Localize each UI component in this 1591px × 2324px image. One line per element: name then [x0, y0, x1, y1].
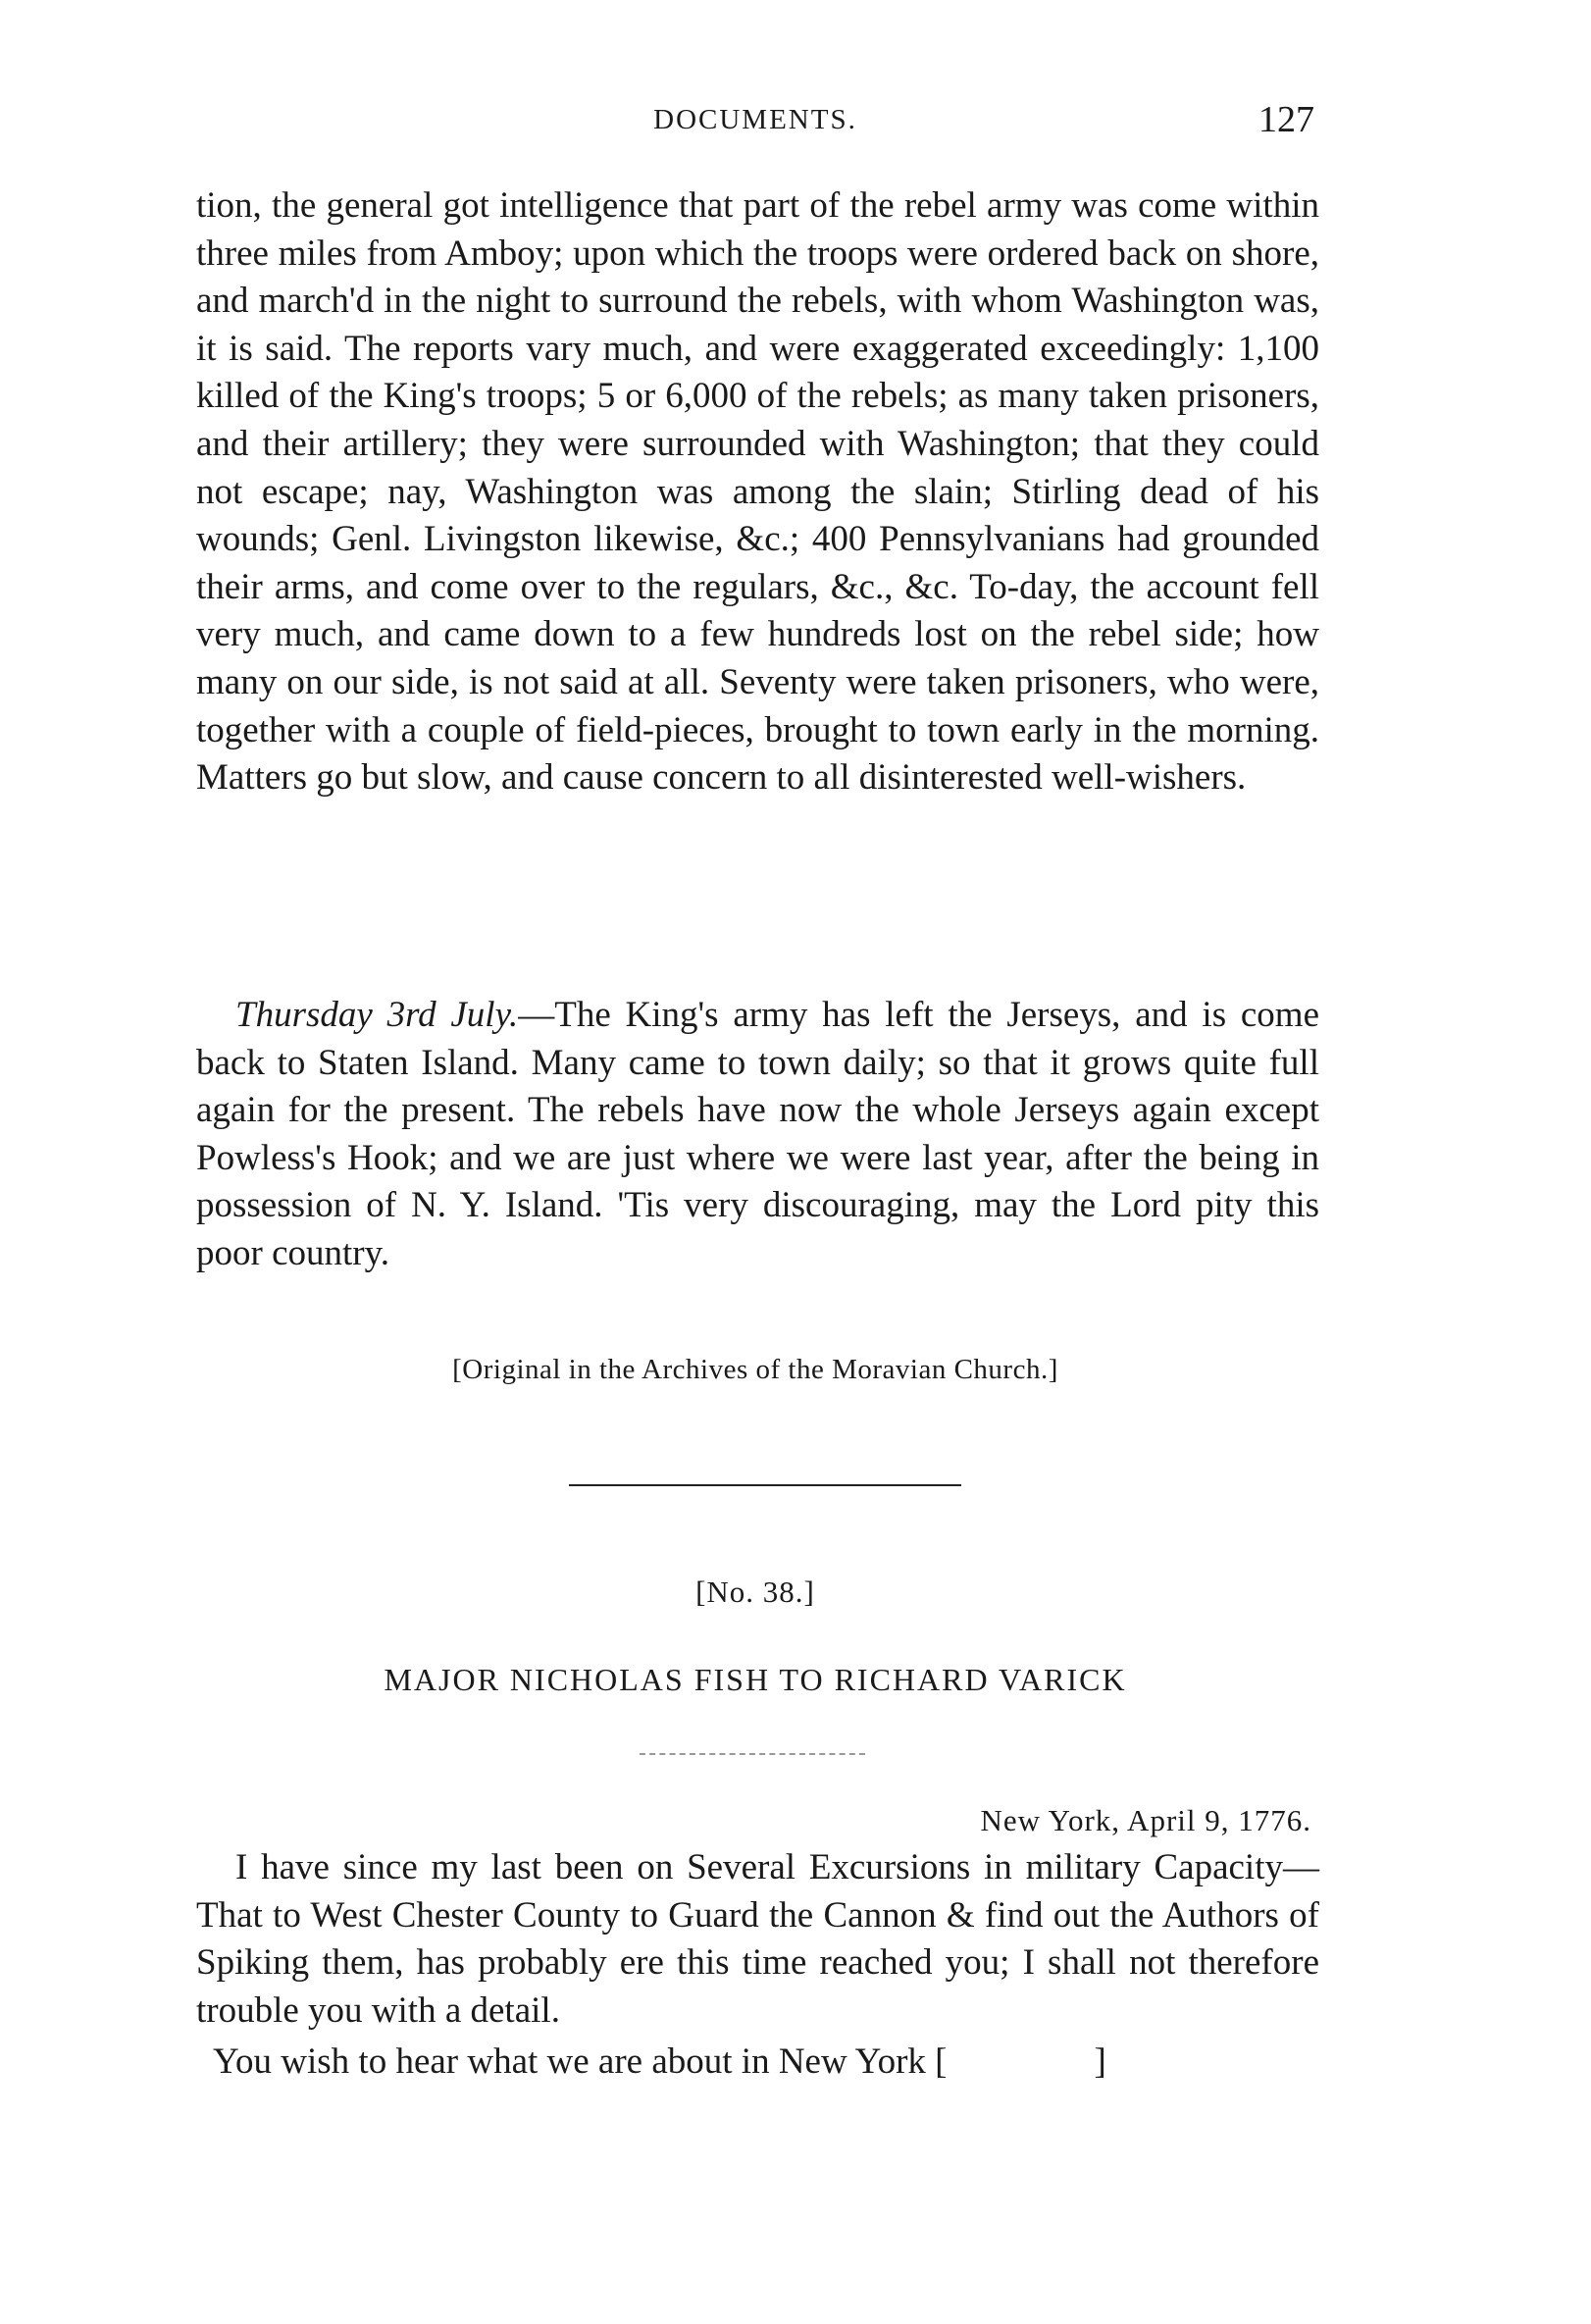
letter-paragraph: I have since my last been on Several Excursions in military Capacity—That to West Chester County to Guard the Cannon & find out the Authors of Spiking them, has probably ere this time reached you; I shall not therefore trouble you with a detail. [196, 1847, 1319, 2031]
document-title: MAJOR NICHOLAS FISH TO RICHARD VARICK [384, 1662, 1127, 1697]
final-line-text: You wish to hear what we are about in New York [213, 2041, 926, 2082]
entry-date: Thursday 3rd July. [235, 995, 519, 1035]
open-bracket: [ [935, 2041, 948, 2082]
running-title: DOCUMENTS. [653, 104, 857, 135]
section-divider [569, 1484, 961, 1486]
letter-paragraph-final [213, 2039, 1319, 2087]
document-number: [No. 38.] [695, 1575, 815, 1609]
source-note: [Original in the Archives of the Moravian Church.] [452, 1354, 1058, 1385]
paragraph-diary-entry [196, 992, 1319, 1278]
entry-text: —The King's army has left the Jerseys, and is come back to Staten Island. Many came to town daily; so that it grows quite full again for the present. The rebels have now the whole Jerseys again except Powless's Hook; and we are just where we were last year, after the being in possession of N. Y. Island. 'Tis very discouraging, may the Lord pity this poor country. [196, 995, 1319, 1273]
close-bracket: ] [1094, 2041, 1106, 2082]
running-head [196, 98, 1314, 147]
title-divider [640, 1753, 865, 1755]
paragraph-continuation: tion, the general got intelligence that part of the rebel army was come within three miles from Amboy; upon which the troops were ordered back on shore, and march'd in the night to surround the rebels, with whom Washington was, it is said. The reports vary much, and were exaggerated exceedingly: 1,100 killed of the King's troops; 5 or 6,000 of the rebels; as many taken prisoners, and their artillery; they were surrounded with Washington; that they could not escape; nay, Washington was among the slain; Stirling dead of his wounds; Genl. Livingston likewise, &c.; 400 Pennsylvanians had grounded their arms, and come over to the regulars, &c., &c. To-day, the account fell very much, and came down to a few hundreds lost on the rebel side; how many on our side, is not said at all. Seventy were taken prisoners, who were, together with a couple of field-pieces, brought to town early in the morning. Matters go but slow, and cause concern to all disinterested well-wishers. [196, 185, 1319, 799]
page-number: 127 [1258, 99, 1314, 140]
letter-dateline: New York, April 9, 1776. [980, 1803, 1311, 1837]
